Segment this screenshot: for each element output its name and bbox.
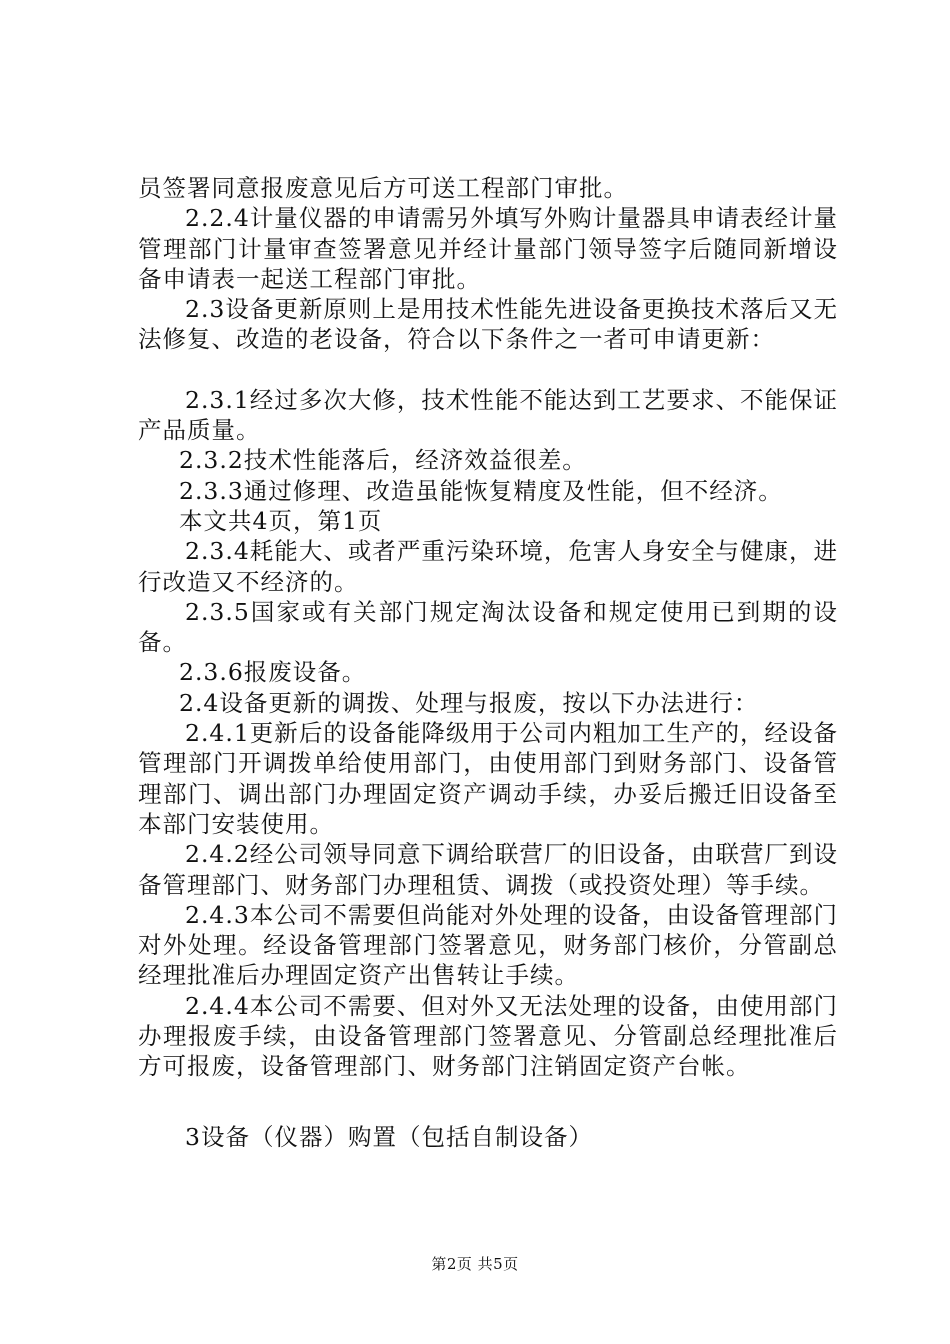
paragraph-2-2-4: 2.2.4计量仪器的申请需另外填写外购计量器具申请表经计量管理部门计量审查签署意见并经计量部门领导签字后随同新增设备申请表一起送工程部门审批。 bbox=[138, 204, 838, 293]
inline-page-note: 本文共4页，第1页 bbox=[179, 506, 383, 535]
paragraph-2-4: 2.4设备更新的调拨、处理与报废，按以下办法进行： bbox=[179, 688, 759, 717]
paragraph-2-3-4: 2.3.4耗能大、或者严重污染环境，危害人身安全与健康，进行改造又不经济的。 bbox=[138, 537, 838, 596]
paragraph-2-3-2: 2.3.2技术性能落后，经济效益很差。 bbox=[179, 446, 587, 475]
paragraph-2-4-1: 2.4.1更新后的设备能降级用于公司内粗加工生产的，经设备管理部门开调拨单给使用部门，由使用部门到财务部门、设备管理部门、调出部门办理固定资产调动手续，办妥后搬迁旧设备至本部门安装使用。 bbox=[138, 719, 838, 838]
document-body bbox=[138, 173, 838, 1152]
paragraph-2-3-1: 2.3.1经过多次大修，技术性能不能达到工艺要求、不能保证产品质量。 bbox=[138, 385, 838, 445]
paragraph-2-4-2: 2.4.2经公司领导同意下调给联营厂的旧设备，由联营厂到设备管理部门、财务部门办理租赁、调拨（或投资处理）等手续。 bbox=[138, 840, 838, 899]
paragraph-2-4-4: 2.4.4本公司不需要、但对外又无法处理的设备，由使用部门办理报废手续，由设备管理部门签署意见、分管副总经理批准后方可报废，设备管理部门、财务部门注销固定资产台帐。 bbox=[138, 991, 838, 1081]
paragraph-2-3-3: 2.3.3通过修理、改造虽能恢复精度及性能，但不经济。 bbox=[179, 476, 783, 505]
paragraph-gap bbox=[138, 355, 838, 385]
section-heading-3: 3设备（仪器）购置（包括自制设备） bbox=[185, 1122, 593, 1151]
paragraph-2-3-5: 2.3.5国家或有关部门规定淘汰设备和规定使用已到期的设备。 bbox=[138, 597, 838, 657]
page-footer: 第2页 共5页 bbox=[431, 1255, 519, 1273]
paragraph-continuation: 员签署同意报废意见后方可送工程部门审批。 bbox=[138, 174, 628, 202]
paragraph-2-3-6: 2.3.6报废设备。 bbox=[179, 658, 367, 687]
paragraph-2-4-3: 2.4.3本公司不需要但尚能对外处理的设备，由设备管理部门对外处理。经设备管理部门签署意见，财务部门核价，分管副总经理批准后办理固定资产出售转让手续。 bbox=[138, 900, 838, 990]
section-gap bbox=[138, 1082, 838, 1122]
paragraph-2-3: 2.3设备更新原则上是用技术性能先进设备更换技术落后又无法修复、改造的老设备，符合以下条件之一者可申请更新： bbox=[138, 295, 838, 354]
